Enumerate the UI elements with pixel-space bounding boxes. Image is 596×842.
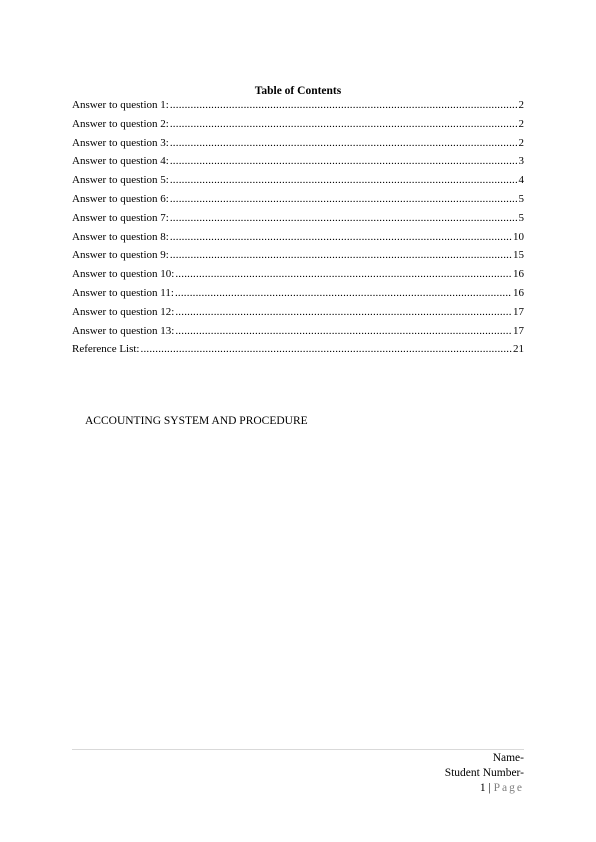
page-separator: | [485,782,494,794]
document-heading: ACCOUNTING SYSTEM AND PROCEDURE [85,415,308,427]
toc-dot-leader [175,286,512,300]
page-footer [72,751,524,796]
toc-entry-page: 17 [513,324,524,337]
toc-entry-page: 5 [518,211,524,224]
page-word: Page [493,782,524,794]
toc-dot-leader [141,342,513,356]
toc-entry-page: 15 [513,249,524,262]
toc-entry-label: Answer to question 10: [72,268,175,281]
toc-dot-leader [170,98,518,112]
toc-dot-leader [170,230,512,244]
toc-dot-leader [175,324,512,338]
toc-entry[interactable] [72,267,524,286]
toc-entry[interactable] [72,154,524,173]
toc-entry-label: Answer to question 3: [72,136,169,149]
toc-entry[interactable] [72,211,524,230]
toc-entry-label: Answer to question 5: [72,174,169,187]
toc-entry-label: Answer to question 13: [72,324,175,337]
toc-dot-leader [170,192,518,206]
page-number: 1 [479,782,486,794]
toc-entry-label: Answer to question 8: [72,230,169,243]
toc-entry-label: Answer to question 12: [72,305,175,318]
toc-dot-leader [170,117,518,131]
toc-entry-label: Reference List: [72,343,140,356]
toc-entry-page: 21 [513,343,524,356]
toc-entry-page: 10 [513,230,524,243]
footer-page-number-line [72,781,524,796]
toc-entry[interactable] [72,248,524,267]
toc-entry-label: Answer to question 9: [72,249,169,262]
toc-dot-leader [170,173,518,187]
toc-dot-leader [170,211,518,225]
toc-title: Table of Contents [254,85,342,97]
toc-entry[interactable] [72,117,524,136]
toc-entry-label: Answer to question 7: [72,211,169,224]
toc-dot-leader [175,267,512,281]
toc-entry-page: 3 [518,155,524,168]
toc-entry[interactable] [72,173,524,192]
toc-entry-page: 16 [513,268,524,281]
table-of-contents [72,98,524,361]
footer-divider [72,749,524,750]
toc-entry-page: 2 [518,117,524,130]
toc-dot-leader [170,154,518,168]
toc-entry-label: Answer to question 4: [72,155,169,168]
toc-entry[interactable] [72,230,524,249]
toc-entry[interactable] [72,98,524,117]
toc-dot-leader [175,305,512,319]
toc-entry[interactable] [72,286,524,305]
toc-dot-leader [170,136,518,150]
footer-student-number-label: Student Number- [444,767,524,779]
toc-entry-page: 5 [518,192,524,205]
toc-entry-page: 4 [518,174,524,187]
toc-entry-page: 2 [518,136,524,149]
footer-name-label: Name- [492,752,524,764]
toc-entry-label: Answer to question 2: [72,117,169,130]
toc-entry-page: 2 [518,99,524,111]
toc-entry-label: Answer to question 11: [72,286,174,299]
toc-entry[interactable] [72,342,524,361]
toc-entry[interactable] [72,305,524,324]
toc-entry[interactable] [72,324,524,343]
toc-dot-leader [170,248,512,262]
toc-entry[interactable] [72,136,524,155]
toc-entry-page: 16 [513,286,524,299]
toc-entry-label: Answer to question 1: [72,99,169,111]
toc-entry-label: Answer to question 6: [72,192,169,205]
toc-entry-page: 17 [513,305,524,318]
toc-entry[interactable] [72,192,524,211]
